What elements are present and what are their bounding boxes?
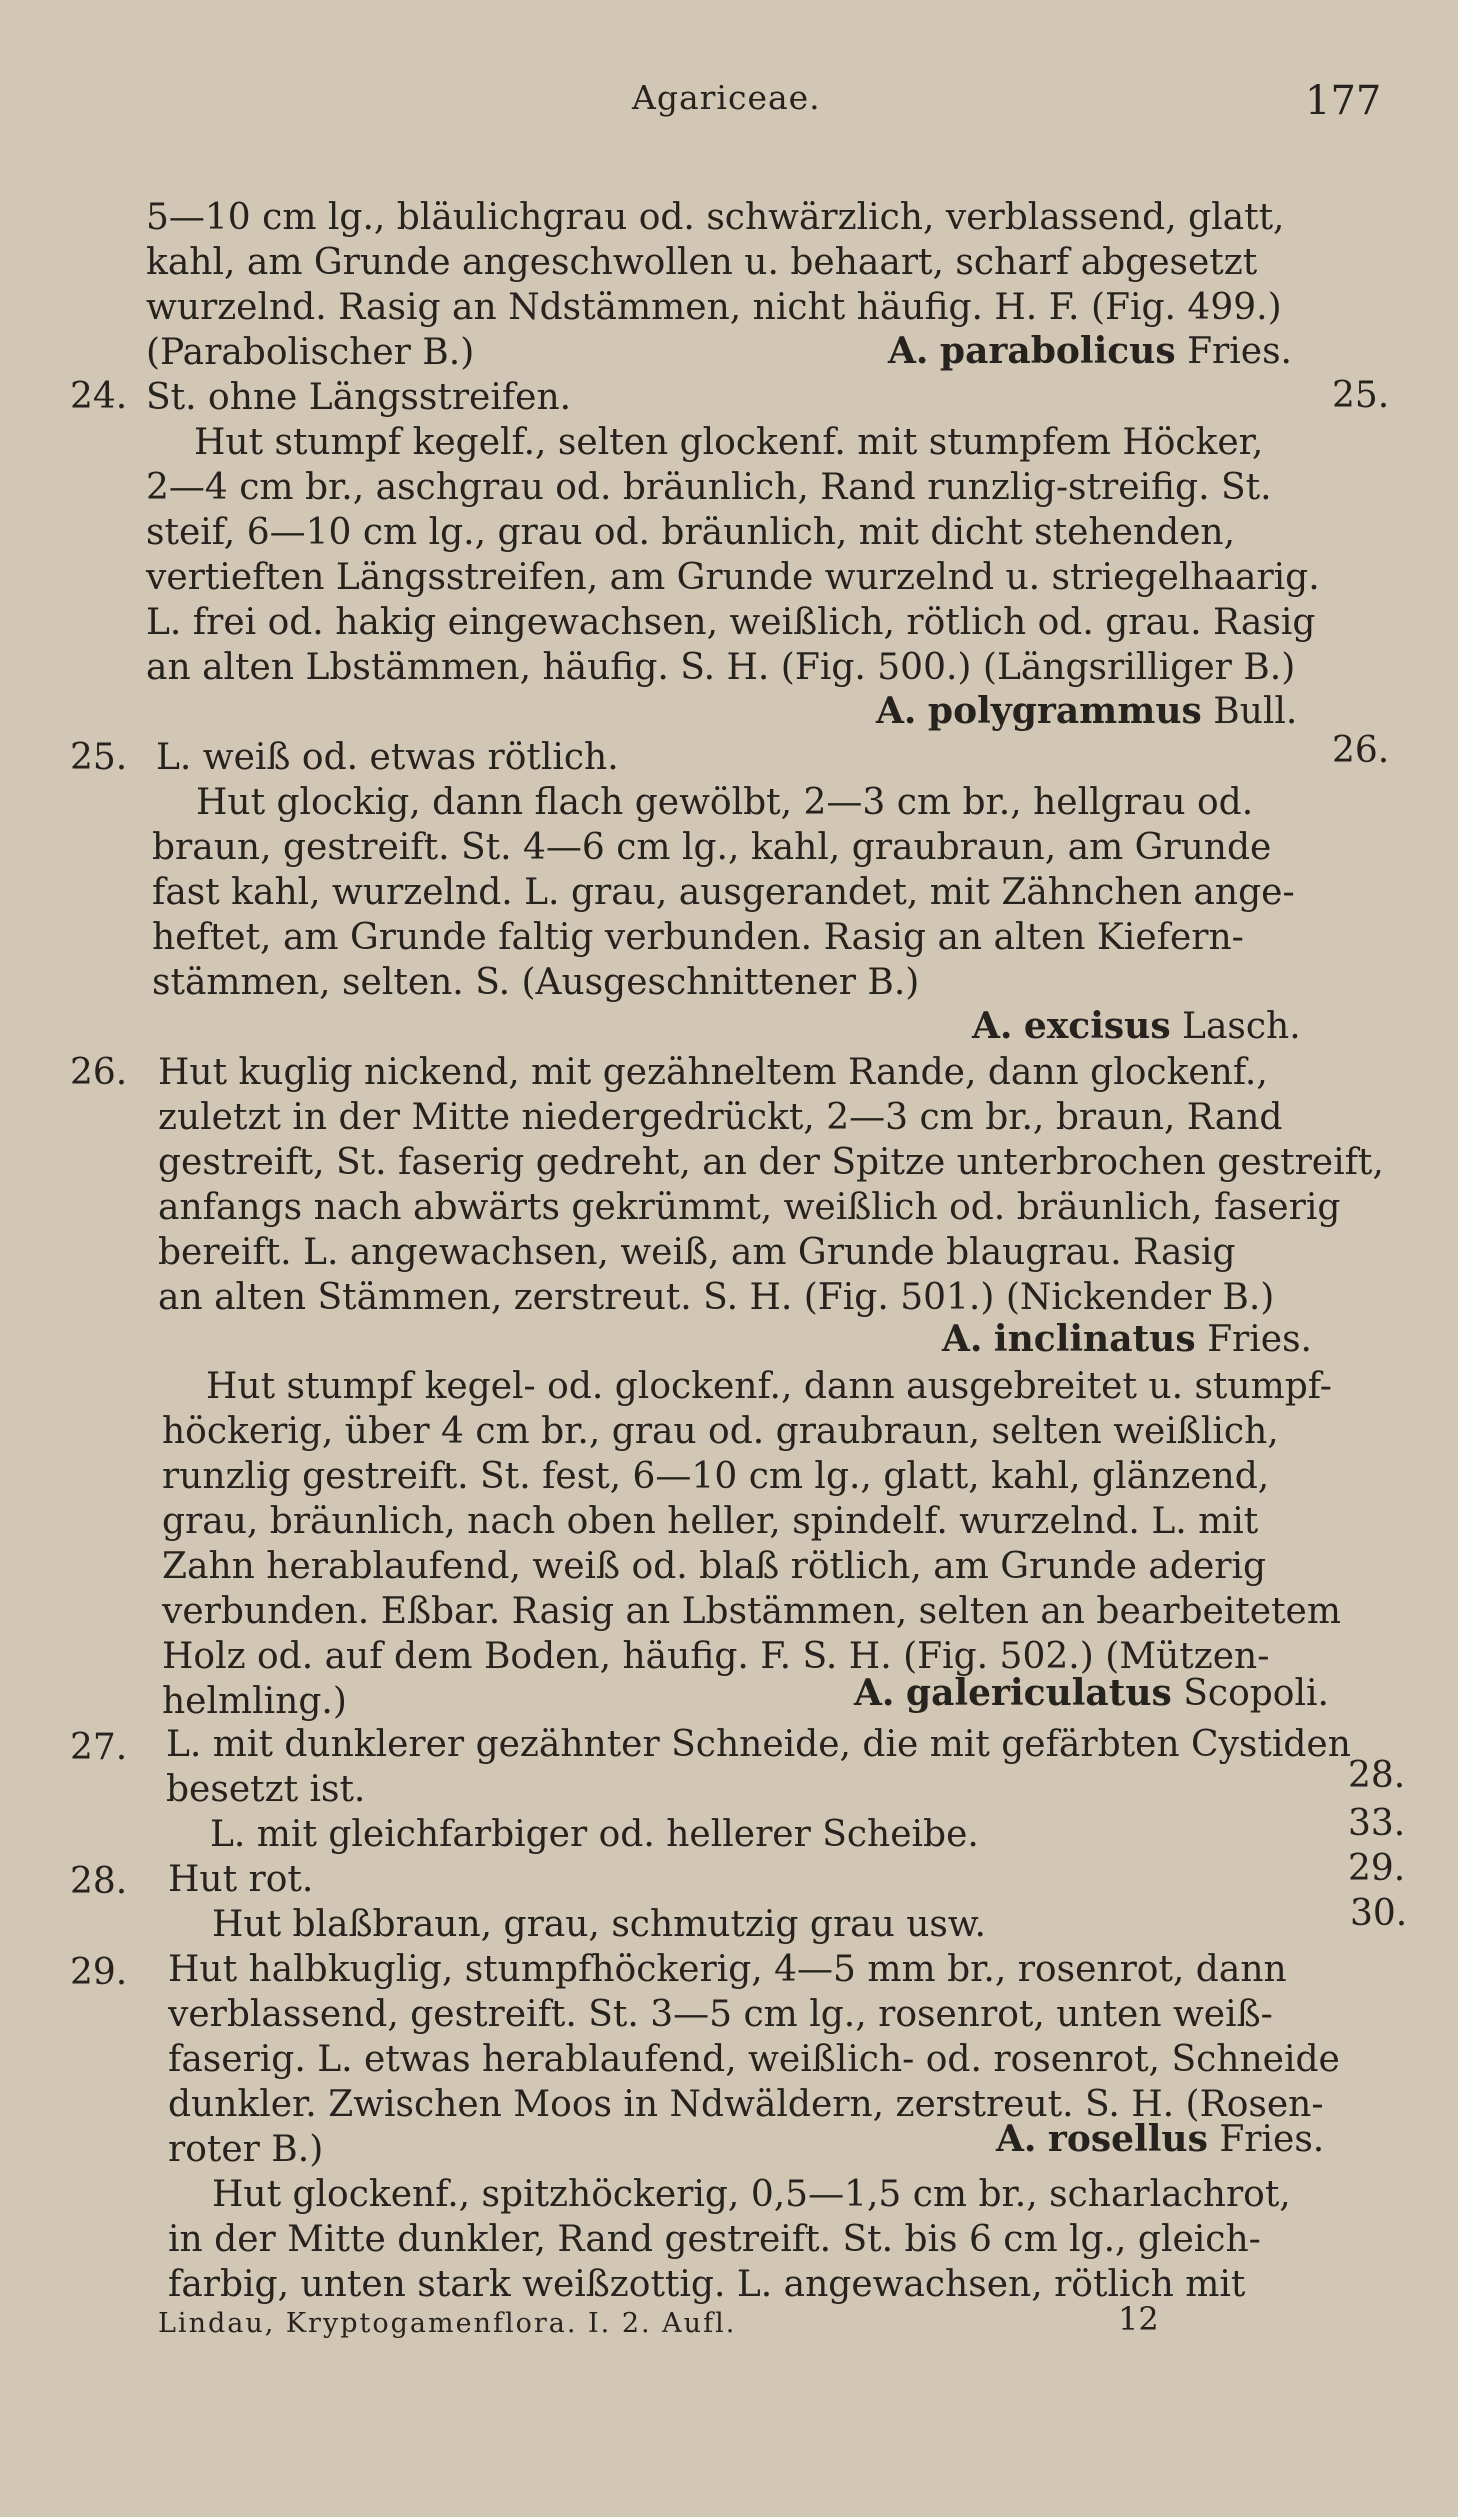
reference-number: 28. <box>1348 1755 1406 1796</box>
species-name: A. parabolicus Fries. <box>888 330 1292 372</box>
text-line: grau, bräunlich, nach oben heller, spindelf. wurzelnd. L. mit <box>162 1501 1259 1542</box>
text-line: höckerig, über 4 cm br., grau od. graubraun, selten weißlich, <box>162 1411 1279 1452</box>
text-line: heftet, am Grunde faltig verbunden. Rasig an alten Kiefern- <box>152 917 1244 958</box>
text-line: steif, 6—10 cm lg., grau od. bräunlich, mit dicht stehenden, <box>146 512 1236 553</box>
text-line: Hut kuglig nickend, mit gezähneltem Rande, dann glockenf., <box>158 1052 1268 1093</box>
entry-number: 27. <box>70 1727 128 1768</box>
text-line: besetzt ist. <box>166 1769 366 1810</box>
text-line: an alten Lbstämmen, häufig. S. H. (Fig. 500.) (Längsrilliger B.) <box>146 647 1296 688</box>
text-line: verbunden. Eßbar. Rasig an Lbstämmen, selten an bearbeitetem <box>162 1591 1341 1632</box>
text-line: anfangs nach abwärts gekrümmt, weißlich od. bräunlich, faserig <box>158 1187 1341 1228</box>
text-line: L. weiß od. etwas rötlich. <box>156 737 619 778</box>
text-line: Hut glockenf., spitzhöckerig, 0,5—1,5 cm br., scharlachrot, <box>212 2174 1291 2215</box>
text-line: St. ohne Längsstreifen. <box>146 377 572 418</box>
text-line: dunkler. Zwischen Moos in Ndwäldern, zerstreut. S. H. (Rosen- <box>168 2084 1324 2125</box>
text-line: verblassend, gestreift. St. 3—5 cm lg., rosenrot, unten weiß- <box>168 1994 1273 2035</box>
reference-number: 26. <box>1332 730 1390 771</box>
entry-number: 28. <box>70 1861 128 1902</box>
reference-number: 25. <box>1332 375 1390 416</box>
species-name: A. rosellus Fries. <box>996 2118 1325 2160</box>
text-line: Hut blaßbraun, grau, schmutzig grau usw. <box>212 1904 986 1945</box>
text-line: braun, gestreift. St. 4—6 cm lg., kahl, graubraun, am Grunde <box>152 827 1272 868</box>
text-line: Hut rot. <box>168 1859 314 1900</box>
text-line: 5—10 cm lg., bläulichgrau od. schwärzlich, verblassend, glatt, <box>146 197 1285 238</box>
entry-number: 25. <box>70 737 128 778</box>
running-header: Agariceae. <box>632 78 821 117</box>
text-line: L. mit dunklerer gezähnter Schneide, die mit gefärbten Cystiden <box>166 1724 1351 1765</box>
signature-mark: 12 <box>1118 2300 1159 2338</box>
text-line: Hut halbkuglig, stumpfhöckerig, 4—5 mm br., rosenrot, dann <box>168 1949 1287 1990</box>
text-line: Hut glockig, dann flach gewölbt, 2—3 cm br., hellgrau od. <box>196 782 1254 823</box>
species-name: A. galericulatus Scopoli. <box>854 1672 1329 1714</box>
text-line: gestreift, St. faserig gedreht, an der Spitze unterbrochen gestreift, <box>158 1142 1384 1183</box>
text-line: Zahn herablaufend, weiß od. blaß rötlich, am Grunde aderig <box>162 1546 1267 1587</box>
text-line: helmling.) <box>162 1681 347 1722</box>
text-line: L. mit gleichfarbiger od. hellerer Scheibe. <box>210 1814 979 1855</box>
text-line: 2—4 cm br., aschgrau od. bräunlich, Rand runzlig-streifig. St. <box>146 467 1272 508</box>
text-line: Hut stumpf kegel- od. glockenf., dann ausgebreitet u. stumpf- <box>206 1366 1332 1407</box>
page-number: 177 <box>1305 78 1382 124</box>
species-name: A. inclinatus Fries. <box>942 1318 1313 1360</box>
text-line: (Parabolischer B.) <box>146 332 475 373</box>
entry-number: 29. <box>70 1952 128 1993</box>
text-line: roter B.) <box>168 2129 324 2170</box>
entry-number: 26. <box>70 1052 128 1093</box>
text-line: Hut stumpf kegelf., selten glockenf. mit stumpfem Höcker, <box>194 422 1264 463</box>
text-line: Holz od. auf dem Boden, häufig. F. S. H. (Fig. 502.) (Mützen- <box>162 1636 1270 1677</box>
text-line: fast kahl, wurzelnd. L. grau, ausgerandet, mit Zähnchen ange- <box>152 872 1295 913</box>
footer-citation: Lindau, Kryptogamenflora. I. 2. Aufl. <box>158 2308 737 2339</box>
reference-number: 29. <box>1348 1848 1406 1889</box>
text-line: wurzelnd. Rasig an Ndstämmen, nicht häufig. H. F. (Fig. 499.) <box>146 287 1282 328</box>
text-line: runzlig gestreift. St. fest, 6—10 cm lg., glatt, kahl, glänzend, <box>162 1456 1270 1497</box>
species-name: A. excisus Lasch. <box>972 1005 1301 1047</box>
entry-number: 24. <box>70 376 128 417</box>
text-line: bereift. L. angewachsen, weiß, am Grunde blaugrau. Rasig <box>158 1232 1236 1273</box>
text-line: faserig. L. etwas herablaufend, weißlich- od. rosenrot, Schneide <box>168 2039 1340 2080</box>
text-line: kahl, am Grunde angeschwollen u. behaart, scharf abgesetzt <box>146 242 1258 283</box>
reference-number: 30. <box>1350 1893 1408 1934</box>
text-line: farbig, unten stark weißzottig. L. angewachsen, rötlich mit <box>168 2264 1246 2305</box>
text-line: zuletzt in der Mitte niedergedrückt, 2—3 cm br., braun, Rand <box>158 1097 1283 1138</box>
text-line: stämmen, selten. S. (Ausgeschnittener B.) <box>152 962 920 1003</box>
text-line: vertieften Längsstreifen, am Grunde wurzelnd u. striegelhaarig. <box>146 557 1320 598</box>
text-line: in der Mitte dunkler, Rand gestreift. St. bis 6 cm lg., gleich- <box>168 2219 1261 2260</box>
species-name: A. polygrammus Bull. <box>876 690 1298 732</box>
reference-number: 33. <box>1348 1803 1406 1844</box>
text-line: an alten Stämmen, zerstreut. S. H. (Fig. 501.) (Nickender B.) <box>158 1277 1275 1318</box>
text-line: L. frei od. hakig eingewachsen, weißlich, rötlich od. grau. Rasig <box>146 602 1316 643</box>
